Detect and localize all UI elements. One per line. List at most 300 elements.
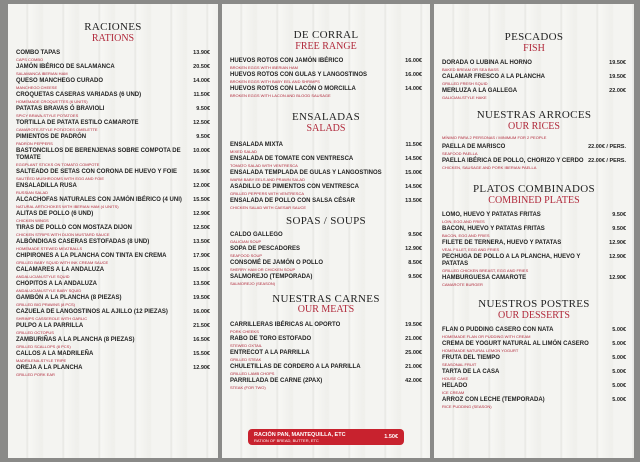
menu-item-text — [230, 58, 405, 70]
menu-item-text — [16, 351, 193, 363]
menu-item — [230, 378, 422, 390]
section-title-postres — [442, 299, 626, 321]
menu-item-translation: BROKEN EGGS WITH BABY EEL AND SHRIMPS — [230, 79, 320, 85]
section-subtitle: SALADS — [306, 122, 346, 134]
menu-item — [16, 106, 210, 118]
menu-item-name: ENSALADA DE TOMATE CON VENTRESCA — [230, 156, 354, 163]
menu-item-name: CONSOMÉ DE JAMÓN O POLLO — [230, 259, 324, 266]
menu-item — [16, 253, 210, 265]
menu-item-translation: GRILLED FRESH SQUID — [442, 81, 488, 87]
section-title: PLATOS COMBINADOS — [473, 183, 595, 196]
menu-item-text — [230, 274, 408, 286]
menu-item-price: 8.50€ — [408, 259, 422, 266]
menu-item-text — [230, 142, 405, 154]
menu-item-text — [230, 170, 405, 182]
menu-item-name: TARTA DE LA CASA — [442, 369, 500, 376]
section-title: SOPAS / SOUPS — [286, 215, 366, 228]
menu-item-price: 12.90€ — [193, 365, 210, 372]
raciones-list — [16, 50, 210, 377]
menu-item-price: 12.90€ — [609, 254, 626, 261]
menu-item — [230, 58, 422, 70]
menu-item — [16, 64, 210, 76]
menu-item-price: 11.50€ — [193, 92, 210, 99]
menu-item-text — [16, 253, 193, 265]
menu-item-name: ENSALADA TEMPLADA DE GULAS Y LANGOSTINOS — [230, 170, 382, 177]
menu-item-translation: SAUTÉED MUSHROOMS WITH EGG AND FOIE — [16, 176, 105, 182]
menu-item-text — [230, 86, 405, 98]
menu-item-price: 5.00€ — [612, 355, 626, 362]
menu-item-price: 15.50€ — [193, 197, 210, 204]
menu-item-name: PARRILLADA DE CARNE (2PAX) — [230, 377, 323, 384]
menu-item-translation: HOMEMADE FLAN OR PUDDING WITH CREAM — [442, 334, 531, 340]
menu-item — [16, 148, 210, 167]
menu-item-name: SALTEADO DE SETAS CON CORONA DE HUEVO Y FOIE — [16, 169, 178, 176]
menu-item-name: MERLUZA A LA GALLEGA — [442, 88, 518, 95]
menu-item-translation: MADRILENA-STYLE TRIPE — [16, 358, 67, 364]
menu-item-price: 21.00€ — [405, 363, 422, 370]
menu-item — [442, 327, 626, 339]
menu-item-text — [16, 295, 193, 307]
section-subtitle: FISH — [523, 42, 545, 54]
carnes-list — [230, 322, 422, 390]
menu-item-price: 25.00€ — [405, 349, 422, 356]
menu-item — [16, 169, 210, 181]
menu-item-translation: CHICKEN SALAD WITH CAESAR SAUCE — [230, 205, 307, 211]
menu-item — [16, 295, 210, 307]
menu-item-text — [230, 72, 405, 84]
menu-item-translation: NATURAL ARTICHOKES WITH IBERIAN HAM (4 UNITS) — [16, 204, 119, 210]
menu-item-name: ENSALADA MIXTA — [230, 142, 283, 149]
menu-item-translation: MANCHEGO CHEESE — [16, 85, 58, 91]
section-title-corral — [230, 30, 422, 52]
menu-item-name: PECHUGA DE POLLO A LA PLANCHA, HUEVO Y PATATAS — [442, 254, 581, 268]
rice-minimum-note: MÍNIMO PARA 2 PERSONAS / MINIMUM FOR 2 PEOPLE — [442, 135, 547, 141]
menu-item-text — [230, 184, 405, 196]
menu-item-name: CALLOS A LA MADRILEÑA — [16, 351, 94, 358]
menu-item-name: ALBÓNDIGAS CASERAS ESTOFADAS (8 UND) — [16, 239, 150, 246]
menu-item-name: PAELLA IBÉRICA DE POLLO, CHORIZO Y CERDO — [442, 158, 584, 165]
menu-item — [442, 369, 626, 381]
menu-item-price: 16.00€ — [193, 309, 210, 316]
menu-item-text — [442, 144, 588, 156]
menu-item — [442, 355, 626, 367]
menu-item-text — [230, 322, 405, 334]
menu-panel-middle — [222, 4, 430, 458]
menu-item-translation: PORK CHEEKS — [230, 328, 259, 334]
menu-item-name: QUESO MANCHEGO CURADO — [16, 78, 104, 85]
section-subtitle: FREE RANGE — [295, 40, 357, 52]
menu-item-translation: CAMAROTE BURGER — [442, 282, 483, 288]
menu-item — [442, 383, 626, 395]
section-title-arroces — [442, 110, 626, 132]
menu-item-translation: GRILLED OCTOPUS — [16, 330, 54, 336]
menu-item-price: 13.50€ — [193, 239, 210, 246]
menu-item-name: HUEVOS ROTOS CON JAMÓN IBÉRICO — [230, 58, 344, 65]
menu-item — [16, 134, 210, 146]
section-title: RACIONES — [84, 21, 142, 33]
menu-item-name: HAMBURGUESA CAMAROTE — [442, 275, 527, 282]
menu-item-translation: CHICKEN WINGS — [16, 218, 49, 224]
menu-item-translation: GRILLED LAMB CHOPS — [230, 370, 275, 376]
menu-item — [442, 226, 626, 238]
menu-item-text — [442, 158, 588, 170]
menu-item-translation: GRILLED STEAK — [230, 356, 262, 362]
menu-item-text — [442, 212, 612, 224]
menu-item-name: BACON, HUEVO Y PATATAS FRITAS — [442, 226, 545, 233]
menu-item — [230, 86, 422, 98]
section-title: NUESTROS POSTRES — [478, 298, 590, 311]
menu-item-text — [230, 364, 405, 376]
menu-item-translation: GRILLED BIG PRAWNS (8 PCS) — [16, 302, 75, 308]
menu-item-name: ENSALADA DE POLLO CON SALSA CÉSAR — [230, 198, 355, 205]
menu-item-text — [442, 369, 612, 381]
menu-item — [16, 267, 210, 279]
menu-item-name: COMBO TAPAS — [16, 50, 61, 57]
menu-item-name: CALAMARES A LA ANDALUZA — [16, 267, 105, 274]
menu-item-price: 20.50€ — [193, 64, 210, 71]
menu-item — [230, 72, 422, 84]
menu-item-price: 42.00€ — [405, 377, 422, 384]
section-subtitle: RATIONS — [91, 32, 135, 44]
menu-item-translation: WARM BABY EELS AND PRAWN SALAD — [230, 177, 305, 183]
menu-item-translation: ANDALUCIAN-STYLE BABY SQUID — [16, 288, 82, 294]
menu-item-name: RABO DE TORO ESTOFADO — [230, 335, 312, 342]
menu-item-price: 5.00€ — [612, 383, 626, 390]
menu-item — [16, 337, 210, 349]
menu-item-price: 9.50€ — [196, 106, 210, 113]
menu-item-price: 15.00€ — [193, 267, 210, 274]
section-title-pescados — [442, 32, 626, 54]
menu-item-price: 5.00€ — [612, 341, 626, 348]
menu-item-name: PIMIENTOS DE PADRÓN — [16, 134, 87, 141]
menu-item-price: 17.90€ — [193, 253, 210, 260]
menu-item-text — [442, 383, 612, 395]
menu-item-name: PATATAS BRAVAS Ó BRAVIOLI — [16, 106, 105, 113]
menu-item-name: HELADO — [442, 383, 468, 390]
menu-item-translation: CAPS COMBO — [16, 57, 44, 63]
menu-item-name: PAELLA DE MARISCO — [442, 144, 506, 151]
menu-item-price: 19.50€ — [193, 295, 210, 302]
section-title-combinados — [442, 184, 626, 206]
menu-item-text — [230, 246, 405, 258]
menu-item-name: JAMÓN IBÉRICO DE SALAMANCA — [16, 64, 115, 71]
menu-item-text — [442, 88, 609, 100]
menu-item-text — [442, 397, 612, 409]
banner-name: RACIÓN PAN, MANTEQUILLA, ETC — [254, 431, 346, 438]
menu-item-name: SALMOREJO (TEMPORADA) — [230, 273, 313, 280]
menu-item-text — [16, 281, 193, 293]
menu-item-text — [16, 134, 196, 146]
menu-item-translation: ANDALUCIAN-STYLE SQUID — [16, 274, 70, 280]
menu-item-price: 14.50€ — [405, 156, 422, 163]
menu-item — [16, 281, 210, 293]
menu-item-text — [230, 198, 405, 210]
menu-item-price: 12.00€ — [193, 183, 210, 190]
menu-item-price: 21.50€ — [193, 323, 210, 330]
menu-item-text — [16, 64, 193, 76]
menu-item-price: 21.00€ — [405, 335, 422, 342]
menu-item-text — [16, 148, 193, 167]
menu-item-translation: SEAFOOD PAELLA — [442, 151, 478, 157]
menu-item-text — [442, 341, 612, 353]
menu-item-translation: CHICKEN STRIPS WITH DIJON MUSTARD SAUCE — [16, 232, 110, 238]
menu-item-translation: ICE CREAM — [442, 390, 465, 396]
menu-item-text — [230, 336, 405, 348]
menu-item-translation: GRILLED PEPPERS WITH VENTRESCA — [230, 191, 305, 197]
menu-item — [16, 239, 210, 251]
menu-item — [16, 225, 210, 237]
menu-item-price: 12.90€ — [609, 240, 626, 247]
menu-item-text — [16, 78, 193, 90]
section-title: DE CORRAL — [293, 29, 359, 41]
menu-item-price: 15.50€ — [193, 351, 210, 358]
menu-item-name: FILETE DE TERNERA, HUEVO Y PATATAS — [442, 240, 562, 247]
menu-item-text — [442, 275, 609, 287]
menu-item-translation: SEAFOOD SOUP — [230, 252, 263, 258]
menu-item-name: LOMO, HUEVO Y PATATAS FRITAS — [442, 212, 541, 219]
menu-item-translation: GRILLED SCALLOPS (8 PCS) — [16, 344, 71, 350]
menu-item-price: 16.50€ — [193, 337, 210, 344]
menu-item-name: FLAN O PUDDING CASERO CON NATA — [442, 327, 554, 334]
menu-item-translation: BROKEN EGGS WITH LACON AND BLOOD SAUSAGE — [230, 93, 331, 99]
menu-item-price: 5.00€ — [612, 397, 626, 404]
menu-item — [230, 322, 422, 334]
menu-item-price: 12.90€ — [193, 211, 210, 218]
menu-item-name: TORTILLA DE PATATA ESTILO CAMAROTE — [16, 120, 139, 127]
menu-item-text — [16, 225, 193, 237]
menu-item-text — [16, 106, 196, 118]
menu-item-price: 12.90€ — [609, 275, 626, 282]
sopas-list — [230, 232, 422, 286]
menu-item-translation: HOMEMADE NATURAL LEMON YOGURT — [442, 348, 519, 354]
menu-item-price: 5.00€ — [612, 369, 626, 376]
menu-item-translation: EGGPLANT STICKS ON TOMATO COMPOTE — [16, 162, 100, 168]
menu-item-name: ZAMBURIÑAS A LA PLANCHA (8 PIEZAS) — [16, 337, 135, 344]
section-subtitle: OUR MEATS — [297, 304, 355, 316]
menu-item-translation: CAMAROTE-STYLE POTATOES OMELETTE — [16, 127, 98, 133]
menu-item-name: ALCACHOFAS NATURALES CON JAMÓN IBÉRICO (4 UNI) — [16, 197, 182, 204]
menu-item — [442, 254, 626, 273]
menu-item-translation: VEAL FILLET, EGG AND FRIES — [442, 247, 500, 253]
menu-item-text — [442, 74, 609, 86]
menu-item-name: CAZUELA DE LANGOSTINOS AL AJILLO (12 PIEZAS) — [16, 309, 168, 316]
section-title: NUESTRAS CARNES — [272, 292, 380, 305]
menu-item-text — [16, 120, 193, 132]
menu-item — [16, 78, 210, 90]
menu-item-price: 16.90€ — [193, 169, 210, 176]
menu-item-translation: SALMOREJO (SEASON) — [230, 280, 276, 286]
menu-item-name: CALDO GALLEGO — [230, 231, 283, 238]
menu-item-price: 13.50€ — [193, 281, 210, 288]
menu-item-translation: SALAMANCA IBERIAN HAM — [16, 71, 68, 77]
menu-item-text — [442, 60, 609, 72]
menu-item-translation: GRILLED CHICKEN BREAST, EGG AND FRIES — [442, 268, 529, 274]
menu-item-price: 14.00€ — [405, 86, 422, 93]
combinados-list — [442, 212, 626, 287]
menu-item-text — [16, 197, 193, 209]
menu-item-translation: SHERRY HAM OR CHICKEN SOUP — [230, 266, 296, 272]
menu-item-text — [16, 211, 193, 223]
menu-panel-left — [8, 4, 218, 458]
menu-item — [230, 184, 422, 196]
menu-item — [442, 275, 626, 287]
menu-item-translation: HOMEMADE STEWED MEATBALLS — [16, 246, 83, 252]
menu-item-price: 9.50€ — [612, 212, 626, 219]
menu-item-price: 16.00€ — [405, 58, 422, 65]
menu-item-name: PULPO A LA PARRILLA — [16, 323, 84, 330]
menu-item-translation: SEASONAL FRUIT — [442, 362, 477, 368]
menu-item — [16, 183, 210, 195]
section-title-raciones — [16, 22, 210, 44]
menu-item-price: 13.50€ — [405, 198, 422, 205]
menu-item-name: FRUTA DEL TIEMPO — [442, 355, 500, 362]
menu-item-name: CHIPIRONES A LA PLANCHA CON TINTA EN CREMA — [16, 253, 167, 260]
menu-item-translation: SHRIMPS CASSEROLE WITH GARLIC — [16, 316, 88, 322]
menu-item-price: 12.50€ — [193, 225, 210, 232]
menu-item-translation: HOMEMADE CROQUETTES (6 UNITS) — [16, 99, 88, 105]
section-title: PESCADOS — [504, 31, 564, 43]
menu-item — [442, 240, 626, 252]
menu-item-text — [16, 92, 193, 104]
menu-item-price: 22.00€ / PERS. — [588, 144, 626, 151]
menu-item-name: CARRILLERAS IBÉRICAS AL OPORTO — [230, 321, 341, 328]
arroces-list — [442, 144, 626, 170]
menu-item-price: 9.50€ — [196, 134, 210, 141]
bread-butter-banner — [248, 429, 404, 445]
menu-item-name: HUEVOS ROTOS CON LACÓN O MORCILLA — [230, 86, 356, 93]
menu-item-name: ENSALADILLA RUSA — [16, 183, 77, 190]
menu-item-name: BASTONCILLOS DE BERENJENAS SOBRE COMPOTA DE TOMATE — [16, 148, 181, 162]
menu-item-text — [442, 355, 612, 367]
menu-item-translation: BAKED BREAM OR SEA BASS — [442, 67, 499, 73]
section-title: ENSALADAS — [291, 111, 361, 124]
menu-item-text — [16, 183, 193, 195]
menu-item-text — [16, 309, 193, 321]
menu-item — [442, 144, 626, 156]
menu-item-name: SOPA DE PESCADORES — [230, 245, 301, 252]
menu-item — [442, 158, 626, 170]
menu-item-price: 22.00€ — [609, 88, 626, 95]
menu-item-price: 10.00€ — [193, 148, 210, 155]
menu-item-price: 9.50€ — [612, 226, 626, 233]
menu-item-translation: TOMATO SALAD WITH VENTRESCA — [230, 163, 298, 169]
menu-item-price: 9.50€ — [408, 273, 422, 280]
section-title-carnes — [230, 294, 422, 316]
menu-panel-right — [434, 4, 634, 458]
menu-item-text — [16, 365, 193, 377]
menu-item-text — [16, 239, 193, 251]
menu-item-price: 19.50€ — [405, 321, 422, 328]
menu-item — [230, 198, 422, 210]
menu-item-text — [442, 240, 609, 252]
menu-item-translation: STEWED OXTAIL — [230, 342, 263, 348]
menu-item-price: 14.00€ — [193, 78, 210, 85]
menu-item — [442, 60, 626, 72]
menu-item — [230, 274, 422, 286]
menu-item-text — [230, 156, 405, 168]
menu-item — [16, 50, 210, 62]
menu-item — [230, 260, 422, 272]
menu-item — [230, 350, 422, 362]
menu-item — [442, 341, 626, 353]
menu-item-translation: GRILLED PORK EAR — [16, 372, 55, 378]
menu-item-name: DORADA O LUBINA AL HORNO — [442, 60, 532, 67]
menu-item-name: ASADILLO DE PIMIENTOS CON VENTRESCA — [230, 184, 359, 191]
menu-item-translation: RUSSIAN SALAD — [16, 190, 49, 196]
menu-item — [16, 323, 210, 335]
menu-item — [16, 365, 210, 377]
menu-item-price: 11.50€ — [405, 142, 422, 149]
menu-item-price: 15.00€ — [405, 170, 422, 177]
menu-item — [16, 309, 210, 321]
menu-item — [230, 142, 422, 154]
menu-item — [442, 212, 626, 224]
pescados-list — [442, 60, 626, 100]
section-subtitle: OUR RICES — [508, 120, 560, 132]
menu-item-translation: SPICY BRAVA-STYLE POTATOES — [16, 113, 79, 119]
menu-item-text — [230, 378, 405, 390]
menu-item-translation: PADRON PEPPERS — [16, 141, 53, 147]
section-title: NUESTRAS ARROCES — [476, 109, 592, 122]
menu-item-price: 12.50€ — [193, 120, 210, 127]
menu-item-translation: GALICIAN SOUP — [230, 238, 262, 244]
menu-item — [442, 88, 626, 100]
menu-item-name: CROQUETAS CASERAS VARIADAS (6 UND) — [16, 92, 142, 99]
menu-item-translation: LOIN, EGG AND FRIES — [442, 219, 485, 225]
menu-item-text — [16, 50, 193, 62]
section-title-ensaladas — [230, 112, 422, 134]
menu-item-text — [442, 226, 612, 238]
menu-item-name: ENTRECOT A LA PARRILLA — [230, 349, 310, 356]
menu-item-price: 9.50€ — [408, 231, 422, 238]
menu-item — [16, 211, 210, 223]
banner-sub: RATION OF BREAD, BUTTER, ETC — [254, 437, 319, 443]
menu-item-text — [16, 169, 193, 181]
menu-item-translation: RICE PUDDING (SEASON) — [442, 404, 492, 410]
menu-item-name: GAMBÓN A LA PLANCHA (8 PIEZAS) — [16, 295, 122, 302]
menu-item — [230, 232, 422, 244]
section-subtitle: COMBINED PLATES — [488, 194, 580, 206]
menu-item-price: 13.90€ — [193, 50, 210, 57]
menu-item-text — [442, 327, 612, 339]
menu-item-price: 14.50€ — [405, 184, 422, 191]
corral-list — [230, 58, 422, 98]
postres-list — [442, 327, 626, 409]
menu-item — [16, 351, 210, 363]
menu-item-text — [230, 260, 408, 272]
menu-item-price: 19.50€ — [609, 74, 626, 81]
menu-item-translation: GALICIAN-STYLE HAKE — [442, 95, 487, 101]
section-title-sopas — [230, 216, 422, 228]
menu-item — [230, 336, 422, 348]
menu-item-translation: STEAK (FOR TWO) — [230, 384, 266, 390]
ensaladas-list — [230, 142, 422, 210]
menu-item-text — [230, 232, 408, 244]
menu-item-name: CALAMAR FRESCO A LA PLANCHA — [442, 74, 545, 81]
menu-item-name: CHOPITOS A LA ANDALUZA — [16, 281, 97, 288]
menu-item-price: 19.50€ — [609, 60, 626, 67]
banner-price: 1.50€ — [384, 434, 398, 440]
menu-item-price: 16.00€ — [405, 72, 422, 79]
menu-item-name: ALITAS DE POLLO (6 UND) — [16, 211, 94, 218]
menu-item-translation: MIXED SALAD — [230, 149, 257, 155]
menu-item-translation: GRILLED BABY SQUID WITH INK CREAM SAUCE — [16, 260, 109, 266]
menu-item-name: HUEVOS ROTOS CON GULAS Y LANGOSTINOS — [230, 72, 368, 79]
menu-item-translation: BROKEN EGGS WITH IBERIAN HAM — [230, 65, 299, 71]
menu-item-name: CREMA DE YOGURT NATURAL AL LIMÓN CASERO — [442, 341, 589, 348]
menu-item — [230, 364, 422, 376]
menu-item — [16, 120, 210, 132]
